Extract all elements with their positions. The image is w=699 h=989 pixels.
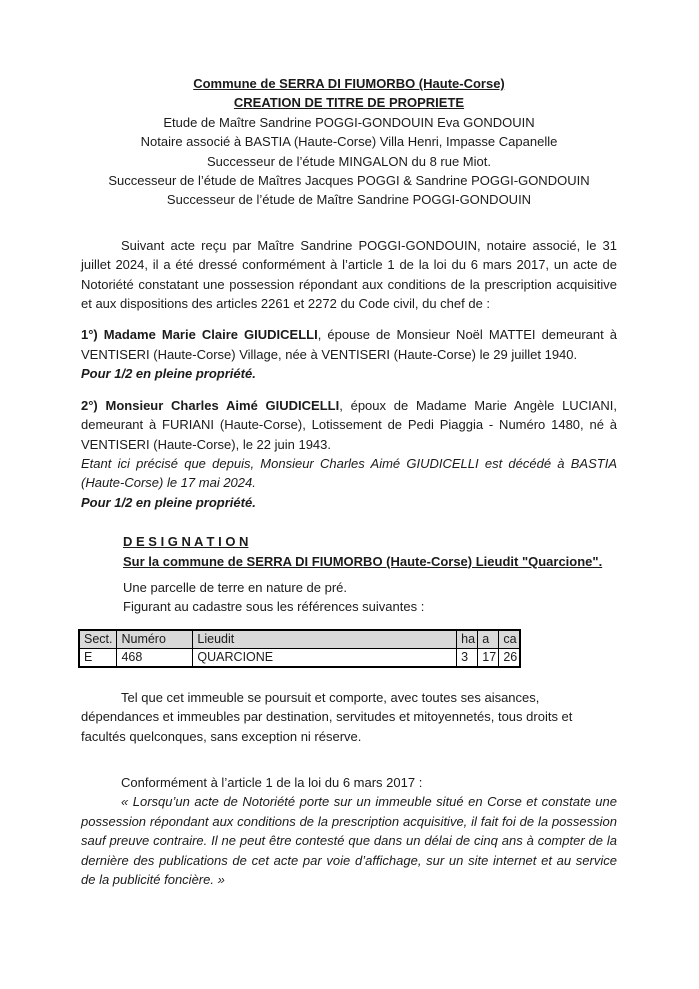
party1-name: 1°) Madame Marie Claire GIUDICELLI [81, 327, 318, 343]
citation-paragraph: « Lorsqu’un acte de Notoriété porte sur un immeuble situé en Corse et constate une possession répondant aux conditions de la prescription acquisitive, il fait foi de la possession sauf preuve contraire. Il ne peut être contesté que dans un délai de cinq ans à compter de la dernière des publications de cet acte par voie d’affichage, sur un site internet et au service de la publicité foncière. » [81, 794, 617, 887]
table-cell-ca: 26 [499, 648, 520, 667]
party2-tenure: Pour 1/2 en pleine propriété. [81, 494, 256, 510]
intro-paragraph: Suivant acte reçu par Maître Sandrine POGGI-GONDOUIN, notaire associé, le 31 juillet 2024, il a été dressé conformément à l’article 1 de la loi du 6 mars 2017, un acte de Notoriété constatant une possession répondant aux conditions de la prescription acquisitive et aux dispositions des articles 2261 et 2272 du Code civil, du chef de : [81, 237, 617, 312]
cadastre-table-row [79, 648, 520, 667]
table-cell-sect: E [79, 648, 117, 667]
parcel-nature-line: Une parcelle de terre en nature de pré. [123, 579, 348, 595]
header-successeur-line-2: Successeur de l’étude de Maîtres Jacques POGGI & Sandrine POGGI-GONDOUIN [108, 173, 590, 189]
header-commune-title: Commune de SERRA DI FIUMORBO (Haute-Corse) [193, 76, 505, 91]
party2-deceased-note: Etant ici précisé que depuis, Monsieur Charles Aimé GIUDICELLI est décédé à BASTIA (Haute-Corse) le 17 mai 2024. [81, 455, 617, 491]
party1-tenure: Pour 1/2 en pleine propriété. [81, 366, 256, 382]
table-header-ha: ha [457, 630, 478, 649]
header-etude-line: Etude de Maître Sandrine POGGI-GONDOUIN Eva GONDOUIN [163, 114, 535, 130]
header-acte-title: CREATION DE TITRE DE PROPRIETE [233, 95, 465, 111]
parcel-description [123, 578, 617, 617]
table-header-ca: ca [499, 630, 520, 649]
designation-heading: D E S I G N A T I O N [123, 534, 249, 550]
party1-details: , épouse de Monsieur Noël MATTEI demeurant à VENTISERI (Haute-Corse) Village, née à VENTISERI (Haute-Corse) le 29 juillet 1940. [81, 327, 617, 362]
cadastre-table [78, 629, 521, 668]
cadastre-table-header-row [79, 630, 520, 649]
header-successeur-line-3: Successeur de l’étude de Maître Sandrine POGGI-GONDOUIN [166, 192, 532, 208]
table-header-lieudit: Lieudit [193, 630, 457, 649]
table-cell-lieudit: QUARCIONE [193, 648, 457, 667]
telque-paragraph: Tel que cet immeuble se poursuit et comporte, avec toutes ses aisances, dépendances et immeubles par destination, servitudes et mitoyennetés, tous droits et facultés quelconques, sans exception ni réserve. [81, 689, 573, 744]
party2-name: 2°) Monsieur Charles Aimé GIUDICELLI [81, 397, 340, 413]
table-header-sect: Sect. [79, 630, 117, 649]
table-cell-numero: 468 [117, 648, 193, 667]
table-cell-a: 17 [478, 648, 499, 667]
party2-paragraph [81, 396, 617, 454]
table-header-a: a [478, 630, 499, 649]
designation-section [123, 532, 617, 571]
table-cell-ha: 3 [457, 648, 478, 667]
cadastre-intro-line: Figurant au cadastre sous les références suivantes : [123, 599, 425, 615]
header-notaire-line: Notaire associé à BASTIA (Haute-Corse) Villa Henri, Impasse Capanelle [140, 134, 558, 150]
conformement-section [81, 773, 617, 889]
header-successeur-line-1: Successeur de l’étude MINGALON du 8 rue Miot. [207, 153, 491, 169]
party1-paragraph [81, 325, 617, 364]
table-header-numero: Numéro [117, 630, 193, 649]
conformement-line: Conformément à l’article 1 de la loi du 6 mars 2017 : [121, 774, 423, 790]
designation-subheading: Sur la commune de SERRA DI FIUMORBO (Haute-Corse) Lieudit "Quarcione". [123, 553, 603, 569]
document-header [81, 74, 617, 210]
party2-details: , époux de Madame Marie Angèle LUCIANI, demeurant à FURIANI (Haute-Corse), Lotissement de Pedi Piaggia - Numéro 1480, né à VENTISERI (Haute-Corse), le 22 juin 1943. [81, 397, 617, 452]
